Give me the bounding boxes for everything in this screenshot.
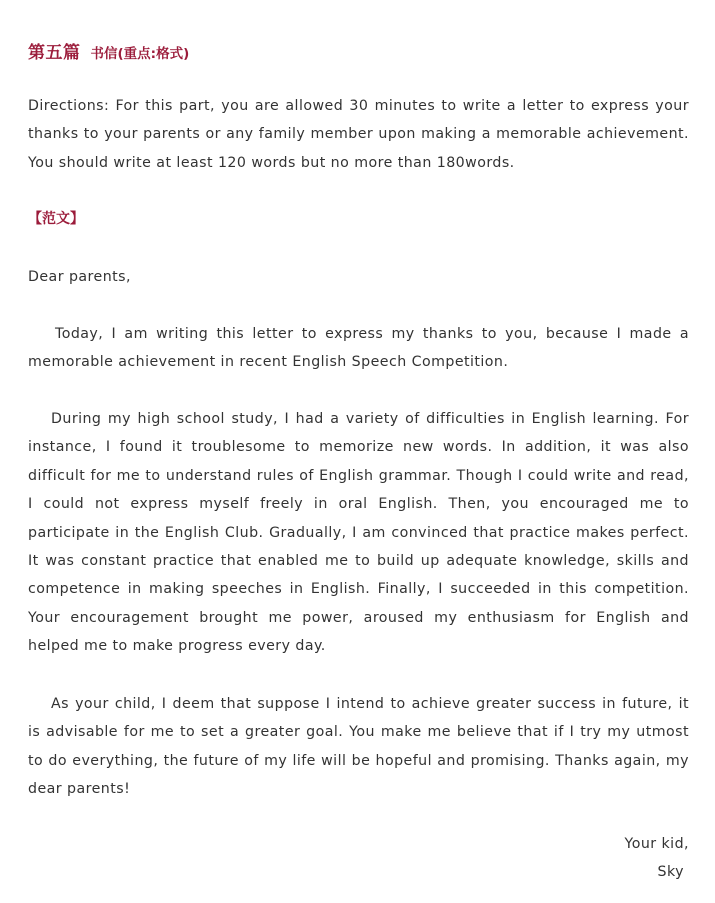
section-title: 第五篇 bbox=[28, 43, 81, 63]
section-subtitle: 书信(重点:格式) bbox=[90, 46, 190, 62]
sample-essay-label: 【范文】 bbox=[28, 211, 84, 227]
letter-closing: Your kid, bbox=[624, 836, 689, 852]
directions-paragraph: Directions: For this part, you are allowed 30 minutes to write a letter to express your thanks to your parents or any family member upon making a memorable achievement. You should write at least 120 words but no more than 180words. bbox=[28, 98, 689, 171]
letter-paragraph-2: During my high school study, I had a variety of difficulties in English learning. For instance, I found it troublesome to memorize new words. In addition, it was also difficult for me to understand rules of English grammar. Though I could write and read, I could not express myself freely in oral English. Then, you encouraged me to participate in the English Club. Gradually, I am convinced that practice makes perfect. It was constant practice that enabled me to build up adequate knowledge, skills and competence in making speeches in English. Finally, I succeeded in this competition. Your encouragement brought me power, aroused my enthusiasm for English and helped me to make progress every day. bbox=[28, 411, 689, 655]
letter-paragraph-3: As your child, I deem that suppose I intend to achieve greater success in future, it is advisable for me to set a greater goal. You make me believe that if I try my utmost to do everything, the future of my life will be hopeful and promising. Thanks again, my dear parents! bbox=[28, 696, 689, 798]
letter-signature: Sky bbox=[657, 864, 684, 880]
document-heading bbox=[28, 38, 189, 63]
letter-paragraph-1: Today, I am writing this letter to express my thanks to you, because I made a memorable achievement in recent English Speech Competition. bbox=[28, 326, 689, 371]
letter-salutation: Dear parents, bbox=[28, 269, 131, 285]
